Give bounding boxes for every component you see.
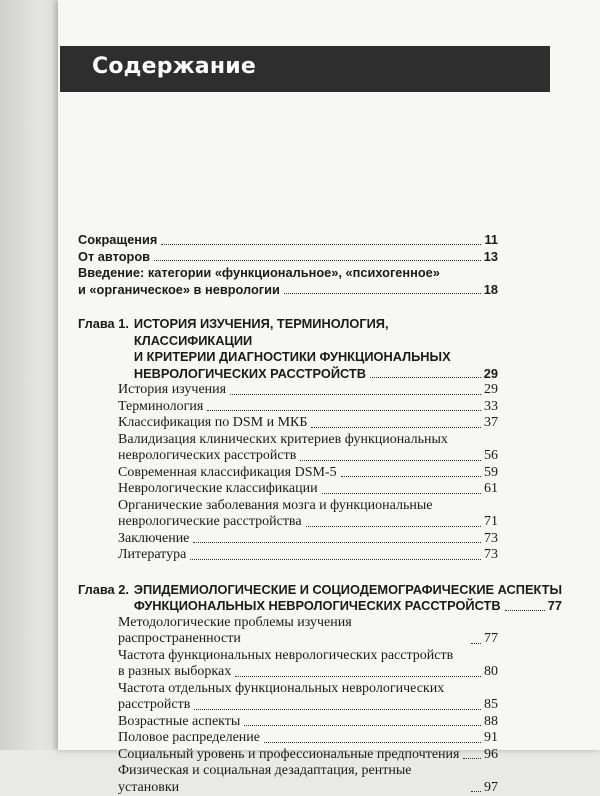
toc-section <box>118 714 498 731</box>
dot-leader <box>244 725 481 726</box>
toc-entry-title: От авторов <box>78 249 150 266</box>
toc-section <box>118 448 498 465</box>
toc-entry-intro-line1: Введение: категории «функциональное», «психогенное» <box>78 265 498 282</box>
toc-entry-page: 37 <box>484 415 498 432</box>
dot-leader <box>284 293 481 294</box>
dot-leader <box>341 476 481 477</box>
toc-section <box>118 664 498 681</box>
toc-entry-intro <box>78 282 498 299</box>
toc-entry-page: 59 <box>484 465 498 482</box>
page-title: Содержание <box>92 54 256 79</box>
chapter-2-heading <box>78 582 498 615</box>
toc-entry-page: 33 <box>484 399 498 416</box>
toc-entry-page: 85 <box>484 697 498 714</box>
toc-entry-page: 91 <box>484 730 498 747</box>
dot-leader <box>300 460 481 461</box>
toc-section <box>118 531 498 548</box>
chapter-number: Глава 1. <box>78 316 129 382</box>
toc-entry-title: неврологические расстройства <box>118 514 302 531</box>
chapter-title-line: ЭПИДЕМИОЛОГИЧЕСКИЕ И СОЦИОДЕМОГРАФИЧЕСКИЕ АСПЕКТЫ <box>134 582 562 599</box>
toc-entry-title: и «органическое» в неврологии <box>78 282 280 299</box>
dot-leader <box>471 791 481 792</box>
dot-leader <box>471 643 481 644</box>
toc-entry-title: Терминология <box>118 399 203 416</box>
chapter-1-heading <box>78 316 498 382</box>
toc-section-line1: Частота функциональных неврологических расстройств <box>118 648 498 665</box>
toc-entry-page: 11 <box>484 232 498 249</box>
toc-section <box>118 514 498 531</box>
dot-leader <box>463 758 481 759</box>
toc-entry-page: 61 <box>484 481 498 498</box>
dot-leader <box>370 377 481 378</box>
chapter-2-sections <box>78 615 498 796</box>
toc-section <box>118 382 498 399</box>
chapter-number: Глава 2. <box>78 582 129 615</box>
toc-entry-abbreviations <box>78 232 498 249</box>
dot-leader <box>311 427 481 428</box>
toc-section <box>118 615 498 648</box>
dot-leader <box>264 742 481 743</box>
toc-entry-page: 29 <box>484 382 498 399</box>
toc-entry-page: 80 <box>484 664 498 681</box>
toc-entry-title: Современная классификация DSM-5 <box>118 465 337 482</box>
toc-entry-title: неврологических расстройств <box>118 448 296 465</box>
dot-leader <box>322 493 481 494</box>
toc-entry-title: расстройств <box>118 697 190 714</box>
toc-section <box>118 763 498 796</box>
dot-leader <box>235 676 481 677</box>
toc-entry-title: Половое распределение <box>118 730 260 747</box>
chapter-1-sections <box>78 382 498 564</box>
dot-leader <box>193 542 481 543</box>
chapter-title-line: НЕВРОЛОГИЧЕСКИХ РАССТРОЙСТВ <box>134 366 366 383</box>
chapter-title-last <box>134 366 498 383</box>
toc-entry-page: 77 <box>484 631 498 648</box>
toc-section <box>118 547 498 564</box>
toc-entry-page: 13 <box>484 249 498 266</box>
toc-entry-title: в разных выборках <box>118 664 231 681</box>
toc-entry-title: Возрастные аспекты <box>118 714 240 731</box>
toc-section-line1: Органические заболевания мозга и функциональные <box>118 498 498 515</box>
chapter-title-line: ФУНКЦИОНАЛЬНЫХ НЕВРОЛОГИЧЕСКИХ РАССТРОЙСТВ <box>134 598 501 615</box>
toc-section <box>118 747 498 764</box>
chapter-title-last <box>134 598 562 615</box>
book-spine <box>0 0 58 750</box>
toc-entry-page: 29 <box>484 366 498 383</box>
toc-entry-title: Неврологические классификации <box>118 481 318 498</box>
toc-section <box>118 415 498 432</box>
toc-entry-page: 97 <box>484 780 498 796</box>
toc-entry-page: 73 <box>484 547 498 564</box>
dot-leader <box>207 410 481 411</box>
toc-entry-title: Социальный уровень и профессиональные предпочтения <box>118 747 459 764</box>
chapter-title-line: ИСТОРИЯ ИЗУЧЕНИЯ, ТЕРМИНОЛОГИЯ, КЛАССИФИКАЦИИ <box>134 316 498 349</box>
dot-leader <box>505 610 545 611</box>
toc-section-line1: Валидизация клинических критериев функциональных <box>118 432 498 449</box>
toc-entry-title: Классификация по DSM и МКБ <box>118 415 307 432</box>
toc-entry-title: Сокращения <box>78 232 157 249</box>
toc-entry-page: 71 <box>484 514 498 531</box>
toc-section-line1: Частота отдельных функциональных неврологических <box>118 681 498 698</box>
dot-leader <box>306 526 481 527</box>
chapter-title-line: И КРИТЕРИИ ДИАГНОСТИКИ ФУНКЦИОНАЛЬНЫХ <box>134 349 498 366</box>
dot-leader <box>154 260 481 261</box>
contents-header <box>60 46 550 92</box>
toc-entry-title: Заключение <box>118 531 189 548</box>
toc-entry-page: 73 <box>484 531 498 548</box>
toc-section <box>118 730 498 747</box>
toc-entry-page: 56 <box>484 448 498 465</box>
toc-entry-page: 18 <box>484 282 498 299</box>
dot-leader <box>161 244 481 245</box>
dot-leader <box>230 394 481 395</box>
toc-entry-title: Физическая и социальная дезадаптация, рентные установки <box>118 763 467 796</box>
table-of-contents <box>78 232 498 796</box>
toc-entry-page: 77 <box>548 598 562 615</box>
dot-leader <box>194 709 481 710</box>
toc-section <box>118 399 498 416</box>
toc-entry-title: История изучения <box>118 382 226 399</box>
toc-entry-title: Литература <box>118 547 186 564</box>
toc-entry-page: 88 <box>484 714 498 731</box>
toc-section <box>118 465 498 482</box>
dot-leader <box>190 559 481 560</box>
toc-entry-from-authors <box>78 249 498 266</box>
toc-section <box>118 697 498 714</box>
toc-section <box>118 481 498 498</box>
toc-entry-title: Методологические проблемы изучения распространенности <box>118 615 467 648</box>
toc-entry-page: 96 <box>484 747 498 764</box>
